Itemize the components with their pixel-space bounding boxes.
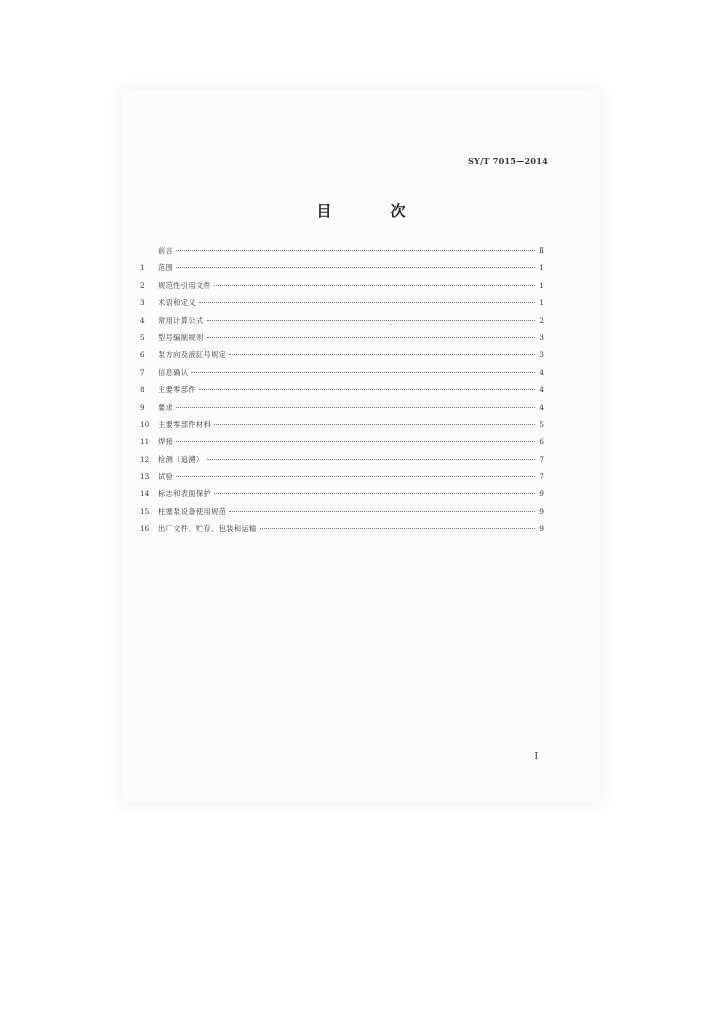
dot-leader bbox=[260, 528, 535, 529]
dot-leader bbox=[214, 493, 535, 494]
toc-entry-page: 4 bbox=[539, 367, 544, 377]
toc-entry-label: 柱塞泵设备使用规范 bbox=[158, 506, 227, 516]
toc-entry-number: 1 bbox=[140, 263, 145, 273]
toc-entry[interactable] bbox=[140, 259, 544, 276]
dot-leader bbox=[176, 441, 535, 442]
toc-entry-label: 标志和表面保护 bbox=[158, 489, 212, 499]
toc-entry-label: 术语和定义 bbox=[158, 298, 196, 308]
toc-entry-number: 16 bbox=[140, 524, 150, 534]
dot-leader bbox=[214, 285, 535, 286]
toc-entry[interactable] bbox=[140, 485, 544, 502]
dot-leader bbox=[214, 424, 535, 425]
toc-entry[interactable] bbox=[140, 364, 544, 381]
toc-entry-page: 9 bbox=[539, 489, 544, 499]
toc-entry-number: 4 bbox=[140, 315, 145, 325]
scan-speck bbox=[390, 324, 392, 325]
toc-entry[interactable] bbox=[140, 294, 544, 311]
toc-entry-page: 3 bbox=[539, 350, 544, 360]
toc-entry-page: 6 bbox=[539, 437, 544, 447]
toc-entry[interactable] bbox=[140, 242, 544, 259]
toc-entry[interactable] bbox=[140, 433, 544, 450]
toc-entry-label: 规范性引用文件 bbox=[158, 280, 212, 290]
toc-entry[interactable] bbox=[140, 277, 544, 294]
toc-entry-page: 4 bbox=[539, 385, 544, 395]
toc-entry-label: 主要零部件材料 bbox=[158, 419, 212, 429]
toc-entry[interactable] bbox=[140, 416, 544, 433]
toc-entry[interactable] bbox=[140, 381, 544, 398]
toc-entry-label: 出厂文件、贮存、包装和运输 bbox=[158, 524, 257, 534]
toc-entry-page: Ⅱ bbox=[539, 246, 544, 255]
toc-entry-label: 信息确认 bbox=[158, 367, 189, 377]
toc-entry-label: 泵方向及液缸号规定 bbox=[158, 350, 227, 360]
dot-leader bbox=[229, 511, 535, 512]
toc-entry[interactable] bbox=[140, 520, 544, 537]
dot-leader bbox=[207, 320, 535, 321]
dot-leader bbox=[229, 354, 535, 355]
toc-entry-page: 1 bbox=[539, 263, 544, 273]
dot-leader bbox=[191, 372, 535, 373]
toc-entry-number: 2 bbox=[140, 280, 145, 290]
toc-entry-number: 5 bbox=[140, 332, 145, 342]
dot-leader bbox=[176, 267, 535, 268]
toc-entry-number: 8 bbox=[140, 385, 145, 395]
toc-entry-page: 9 bbox=[539, 506, 544, 516]
dot-leader bbox=[199, 302, 535, 303]
toc-entry-label: 型号编制规则 bbox=[158, 332, 204, 342]
toc-entry[interactable] bbox=[140, 329, 544, 346]
toc-entry-label: 要求 bbox=[158, 402, 174, 412]
page-number: I bbox=[534, 752, 538, 762]
toc-entry[interactable] bbox=[140, 468, 544, 485]
toc-entry-number: 13 bbox=[140, 472, 150, 482]
toc-entry-number: 3 bbox=[140, 298, 145, 308]
toc-entry-number: 12 bbox=[140, 454, 150, 464]
toc-entry-page: 7 bbox=[539, 454, 544, 464]
toc-entry-page: 3 bbox=[539, 332, 544, 342]
toc-entry-page: 1 bbox=[539, 298, 544, 308]
toc-entry-page: 7 bbox=[539, 472, 544, 482]
toc-entry[interactable] bbox=[140, 346, 544, 363]
toc-entry-page: 9 bbox=[539, 524, 544, 534]
dot-leader bbox=[207, 459, 535, 460]
toc-entry-label: 焊接 bbox=[158, 437, 174, 447]
toc-entry-label: 前言 bbox=[158, 246, 174, 255]
toc-entry[interactable] bbox=[140, 312, 544, 329]
dot-leader bbox=[176, 476, 535, 477]
toc-entry-number: 11 bbox=[140, 437, 150, 447]
toc-entry-label: 范围 bbox=[158, 263, 174, 273]
toc-entry-number: 15 bbox=[140, 506, 150, 516]
page-title: 目 次 bbox=[316, 202, 428, 220]
toc-entry-page: 2 bbox=[539, 315, 544, 325]
toc-entry-number: 14 bbox=[140, 489, 150, 499]
dot-leader bbox=[176, 250, 535, 251]
toc-entry[interactable] bbox=[140, 451, 544, 468]
toc-entry-label: 主要零部件 bbox=[158, 385, 196, 395]
toc-entry-label: 试验 bbox=[158, 472, 174, 482]
toc-entry-page: 1 bbox=[539, 280, 544, 290]
toc-entry-page: 5 bbox=[539, 419, 544, 429]
toc-entry-number: 9 bbox=[140, 402, 145, 412]
table-of-contents bbox=[140, 242, 544, 538]
toc-entry[interactable] bbox=[140, 503, 544, 520]
dot-leader bbox=[199, 389, 535, 390]
toc-entry-label: 检测（追溯） bbox=[158, 454, 204, 464]
dot-leader bbox=[207, 337, 535, 338]
dot-leader bbox=[176, 407, 535, 408]
toc-entry[interactable] bbox=[140, 399, 544, 416]
toc-entry-number: 7 bbox=[140, 367, 145, 377]
toc-entry-number: 6 bbox=[140, 350, 145, 360]
toc-entry-label: 常用计算公式 bbox=[158, 315, 204, 325]
standard-code: SY/T 7015—2014 bbox=[468, 156, 548, 166]
toc-entry-number: 10 bbox=[140, 419, 150, 429]
document-page bbox=[122, 90, 600, 802]
toc-entry-page: 4 bbox=[539, 402, 544, 412]
